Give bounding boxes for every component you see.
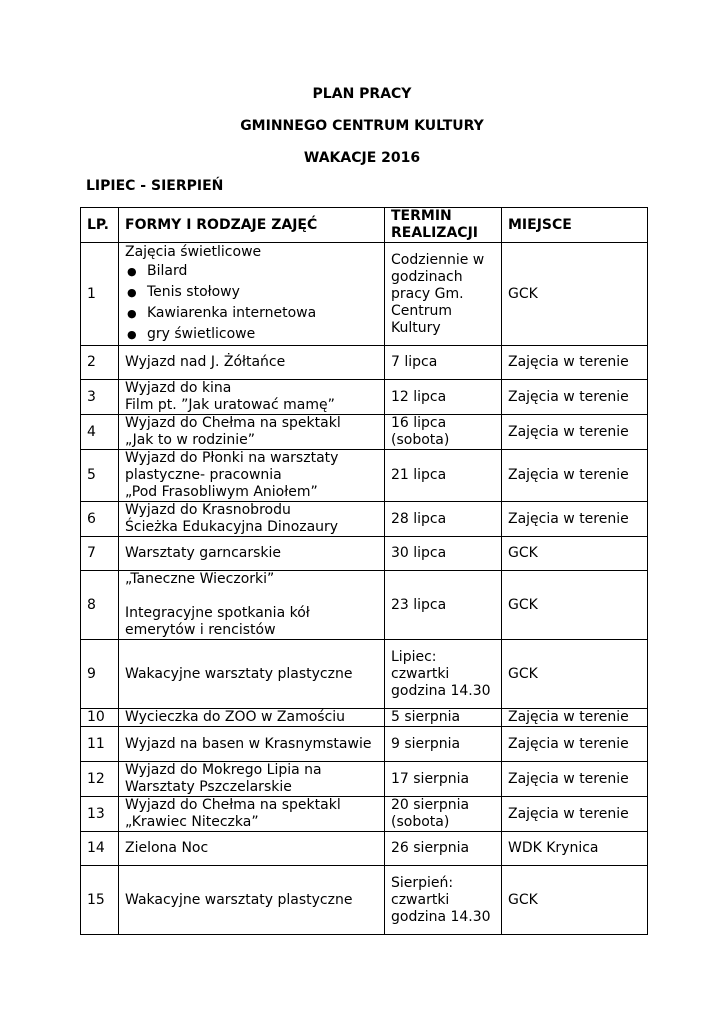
col-header-form: FORMY I RODZAJE ZAJĘĆ: [119, 208, 385, 243]
activity-text-line-2: Film pt. ”Jak uratować mamę”: [125, 397, 335, 413]
row-number: 3: [81, 380, 119, 415]
table-row: [81, 797, 648, 832]
activity-cell: [119, 797, 385, 832]
row-number: 5: [81, 450, 119, 502]
list-item: ● gry świetlicowe: [147, 324, 378, 345]
row-number: 2: [81, 346, 119, 380]
activity-text: Wyjazd do Krasnobrodu: [125, 502, 291, 518]
activity-text: Wyjazd do Chełma na spektakl: [125, 797, 341, 813]
activity-text-line-2: Integracyjne spotkania kół emerytów i rencistów: [125, 605, 310, 638]
activity-text: Wycieczka do ZOO w Zamościu: [119, 709, 385, 727]
table-row: [81, 832, 648, 866]
place-cell: Zajęcia w terenie: [502, 709, 648, 727]
place-cell: GCK: [502, 243, 648, 346]
term-cell: 17 sierpnia: [385, 762, 502, 797]
term-cell: [385, 415, 502, 450]
table-row: [81, 415, 648, 450]
table-row: [81, 709, 648, 727]
place-cell: GCK: [502, 866, 648, 935]
activity-text-line-2: „Krawiec Niteczka”: [125, 814, 259, 830]
row-number: 13: [81, 797, 119, 832]
activity-text: Warsztaty garncarskie: [119, 537, 385, 571]
row-number: 8: [81, 571, 119, 640]
row-number: 7: [81, 537, 119, 571]
activity-text-line-2: „Jak to w rodzinie”: [125, 432, 256, 448]
table-row: [81, 450, 648, 502]
row-number: 15: [81, 866, 119, 935]
activities-table: [80, 207, 648, 935]
activity-text: Wyjazd do Płonki na warsztaty: [125, 450, 339, 466]
term-cell: [385, 797, 502, 832]
activity-cell: [119, 450, 385, 502]
activity-text: Wyjazd do Mokrego Lipia na Warsztaty Pszczelarskie: [119, 762, 385, 797]
title-plan-pracy: PLAN PRACY: [312, 86, 412, 102]
table-row: [81, 380, 648, 415]
table-row: [81, 571, 648, 640]
place-cell: Zajęcia w terenie: [502, 346, 648, 380]
term-cell: 5 sierpnia: [385, 709, 502, 727]
row-number: 6: [81, 502, 119, 537]
term-text-line-2: (sobota): [391, 814, 450, 830]
activity-text: Zajęcia świetlicowe: [125, 243, 262, 260]
term-text: 16 lipca: [391, 415, 447, 431]
term-cell: 28 lipca: [385, 502, 502, 537]
activity-cell: [119, 502, 385, 537]
term-cell: Sierpień: czwartki godzina 14.30: [385, 866, 502, 935]
term-cell: 9 sierpnia: [385, 727, 502, 762]
term-cell: 12 lipca: [385, 380, 502, 415]
row-number: 10: [81, 709, 119, 727]
table-row: [81, 640, 648, 709]
table-row: [81, 866, 648, 935]
place-cell: Zajęcia w terenie: [502, 797, 648, 832]
place-cell: Zajęcia w terenie: [502, 415, 648, 450]
term-cell: 23 lipca: [385, 571, 502, 640]
term-text-line-2: (sobota): [391, 432, 450, 448]
term-cell: Codziennie w godzinach pracy Gm. Centrum Kultury: [385, 243, 502, 346]
place-cell: Zajęcia w terenie: [502, 502, 648, 537]
activity-text: Wyjazd na basen w Krasnymstawie: [119, 727, 385, 762]
place-cell: Zajęcia w terenie: [502, 727, 648, 762]
activity-text: Wakacyjne warsztaty plastyczne: [119, 866, 385, 935]
place-cell: GCK: [502, 640, 648, 709]
place-cell: WDK Krynica: [502, 832, 648, 866]
table-row: [81, 346, 648, 380]
table-row: [81, 243, 648, 346]
activity-text: Zielona Noc: [119, 832, 385, 866]
period-heading: LIPIEC - SIERPIEŃ: [86, 178, 224, 194]
list-item: ● Tenis stołowy: [147, 282, 378, 303]
activity-text-line-2: Ścieżka Edukacyjna Dinozaury: [125, 519, 339, 535]
row-number: 1: [81, 243, 119, 346]
title-institution: GMINNEGO CENTRUM KULTURY: [240, 118, 484, 134]
title-season: WAKACJE 2016: [303, 150, 421, 166]
table-header-row: [81, 208, 648, 243]
table-row: [81, 502, 648, 537]
activity-text: Wyjazd do Chełma na spektakl: [125, 415, 341, 431]
row-number: 11: [81, 727, 119, 762]
place-cell: GCK: [502, 571, 648, 640]
activity-cell: [119, 243, 385, 346]
term-cell: 7 lipca: [385, 346, 502, 380]
col-header-place: MIEJSCE: [502, 208, 648, 243]
activity-cell: [119, 415, 385, 450]
term-cell: 30 lipca: [385, 537, 502, 571]
term-cell: Lipiec: czwartki godzina 14.30: [385, 640, 502, 709]
col-header-term: TERMIN REALIZACJI: [385, 208, 502, 243]
row-number: 9: [81, 640, 119, 709]
row-number: 14: [81, 832, 119, 866]
row-number: 12: [81, 762, 119, 797]
term-cell: 26 sierpnia: [385, 832, 502, 866]
place-cell: GCK: [502, 537, 648, 571]
activity-text: Wakacyjne warsztaty plastyczne: [119, 640, 385, 709]
table-row: [81, 537, 648, 571]
blank-line: [125, 588, 378, 605]
table-row: [81, 727, 648, 762]
place-cell: Zajęcia w terenie: [502, 450, 648, 502]
term-cell: 21 lipca: [385, 450, 502, 502]
term-text: 20 sierpnia: [391, 797, 470, 813]
place-cell: Zajęcia w terenie: [502, 762, 648, 797]
activity-text-line-3: „Pod Frasobliwym Aniołem”: [125, 484, 318, 500]
activity-list: [125, 261, 378, 345]
table-row: [81, 762, 648, 797]
list-item: ● Kawiarenka internetowa: [147, 303, 378, 324]
list-item: ● Bilard: [147, 261, 378, 282]
activity-cell: [119, 571, 385, 640]
activity-text: „Taneczne Wieczorki”: [125, 571, 275, 587]
col-header-lp: LP.: [81, 208, 119, 243]
activity-cell: [119, 380, 385, 415]
activity-text-line-2: plastyczne- pracownia: [125, 467, 282, 483]
place-cell: Zajęcia w terenie: [502, 380, 648, 415]
activity-text: Wyjazd do kina: [125, 380, 232, 396]
activity-text: Wyjazd nad J. Żółtańce: [119, 346, 385, 380]
row-number: 4: [81, 415, 119, 450]
